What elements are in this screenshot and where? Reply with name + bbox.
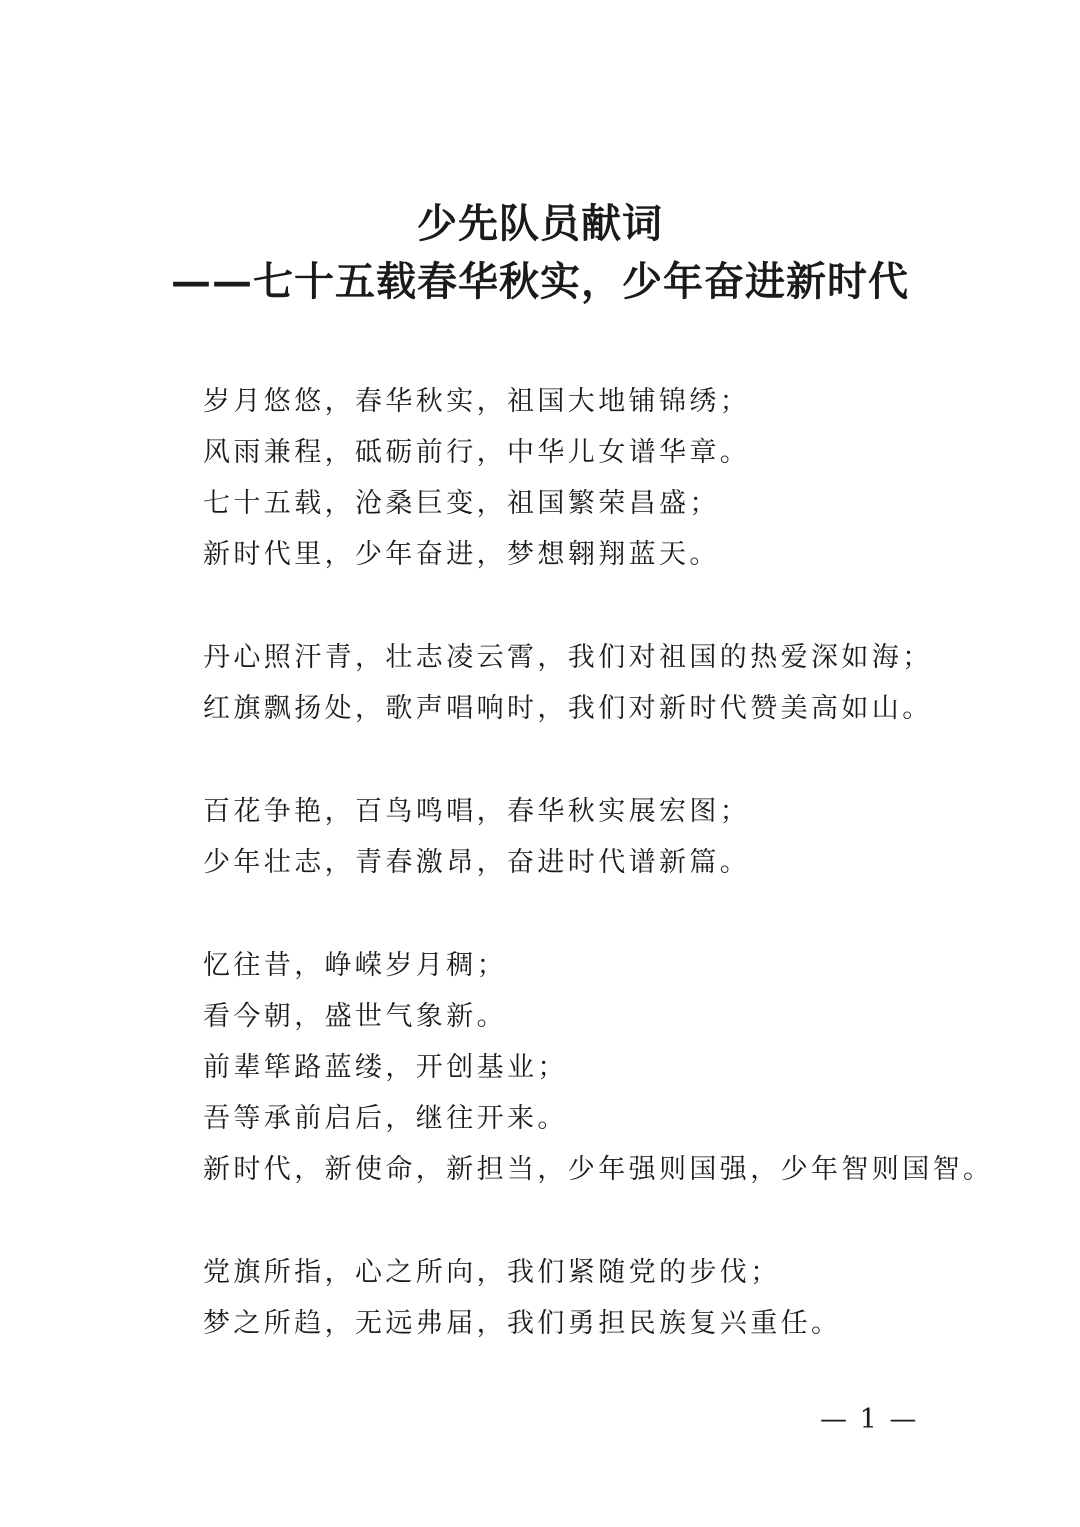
stanza-spacer (203, 580, 1053, 632)
poem-line: 少年壮志，青春激昂，奋进时代谱新篇。 (203, 847, 751, 878)
poem-line: 新时代，新使命，新担当，少年强则国强，少年智则国智。 (203, 1154, 994, 1185)
poem-line: 忆往昔，峥嵘岁月稠； (203, 950, 507, 981)
stanza-4 (203, 940, 1053, 1195)
stanza-2 (203, 632, 1053, 734)
page-number: — 1 — (820, 1404, 919, 1435)
poem-line: 新时代里，少年奋进，梦想翱翔蓝天。 (203, 539, 720, 570)
poem-line: 红旗飘扬处，歌声唱响时，我们对新时代赞美高如山。 (203, 693, 933, 724)
stanza-5 (203, 1247, 1053, 1349)
poem-line: 丹心照汗青，壮志凌云霄，我们对祖国的热爱深如海； (203, 642, 933, 673)
stanza-spacer (203, 734, 1053, 786)
poem-line: 风雨兼程，砥砺前行，中华儿女谱华章。 (203, 437, 751, 468)
poem-line: 党旗所指，心之所向，我们紧随党的步伐； (203, 1257, 781, 1288)
stanza-3 (203, 786, 1053, 888)
poem-line: 岁月悠悠，春华秋实，祖国大地铺锦绣； (203, 386, 751, 417)
document-title: 少先队员献词 (417, 200, 663, 247)
poem-line: 百花争艳，百鸟鸣唱，春华秋实展宏图； (203, 796, 751, 827)
poem-line: 看今朝，盛世气象新。 (203, 1001, 507, 1032)
poem-body (203, 376, 1053, 1349)
poem-line: 吾等承前启后，继往开来。 (203, 1103, 568, 1134)
stanza-spacer (203, 1195, 1053, 1247)
poem-line: 前辈筚路蓝缕，开创基业； (203, 1052, 568, 1083)
poem-line: 七十五载，沧桑巨变，祖国繁荣昌盛； (203, 488, 720, 519)
stanza-spacer (203, 888, 1053, 940)
document-subtitle: ——七十五载春华秋实，少年奋进新时代 (171, 258, 909, 305)
poem-line: 梦之所趋，无远弗届，我们勇担民族复兴重任。 (203, 1308, 842, 1339)
stanza-1 (203, 376, 1053, 580)
